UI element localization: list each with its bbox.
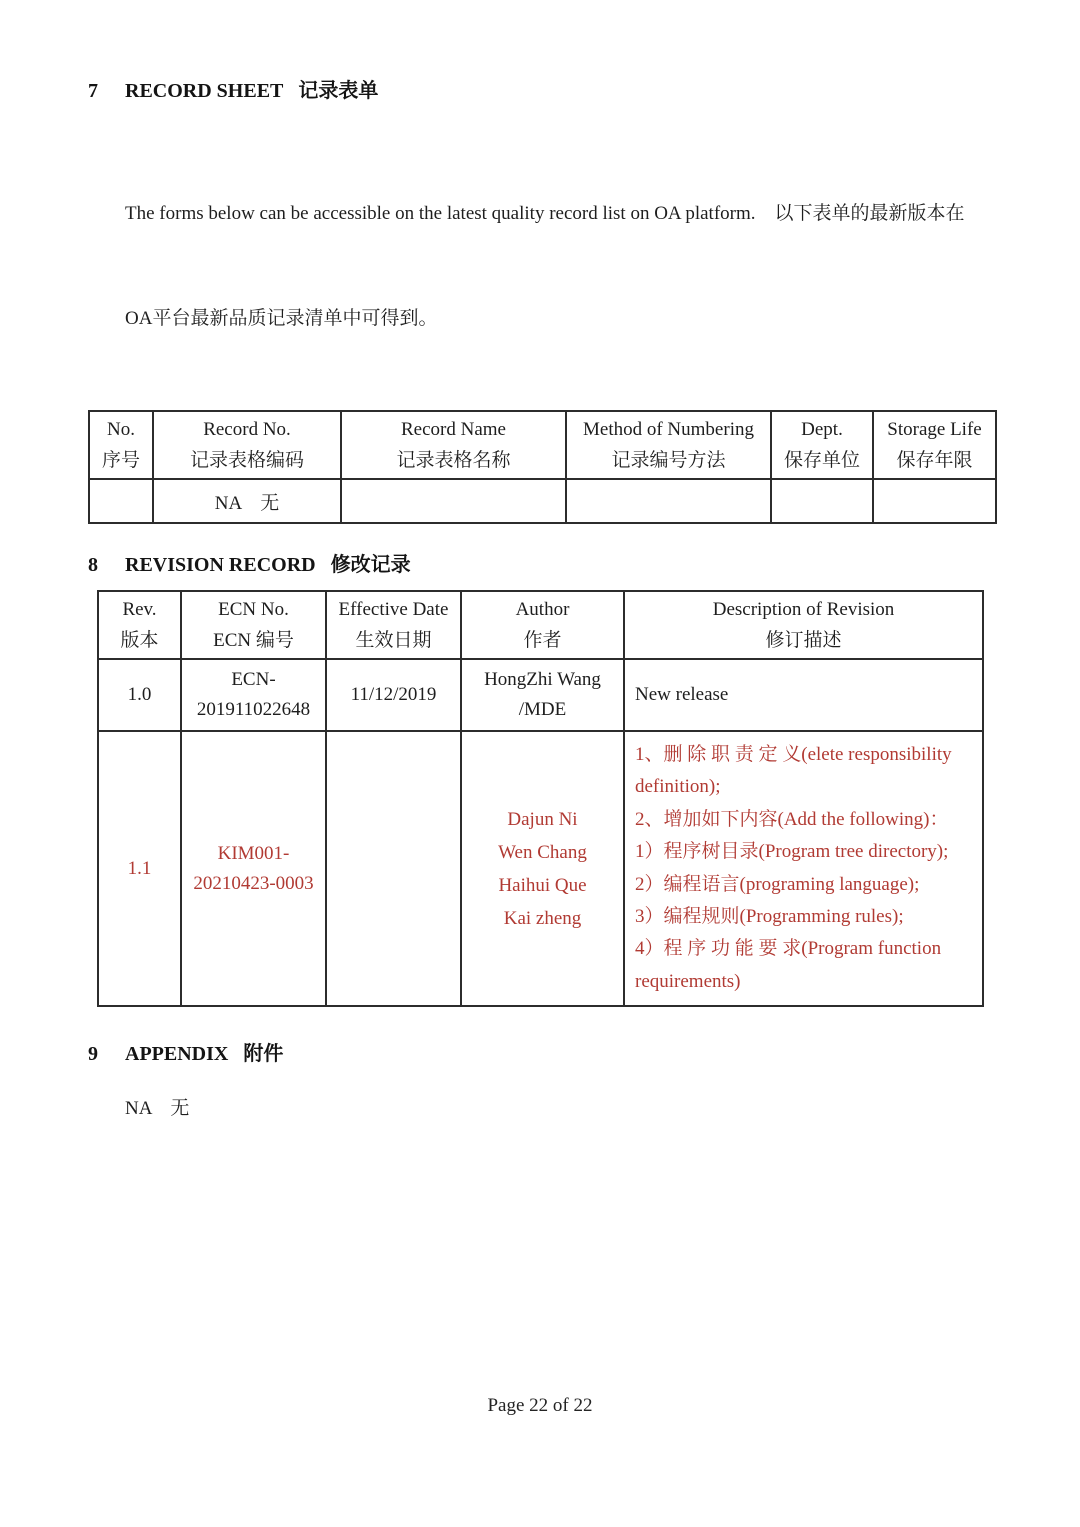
section8-heading	[88, 552, 995, 578]
page-number: Page 22 of 22	[487, 1395, 593, 1416]
section8-title-zh: 修改记录	[330, 554, 411, 576]
header-author-zh: 作者	[523, 630, 562, 651]
section9-title-zh: 附件	[243, 1043, 284, 1065]
revision-header-row	[98, 591, 983, 659]
rev-1.0-author-line1: HongZhi Wang	[484, 669, 601, 690]
rev-1.1-desc-line1: 1、删 除 职 责 定 义(elete responsibility	[635, 744, 952, 765]
header-dept-zh: 保存单位	[783, 450, 860, 471]
rev-1.1-version: 1.1	[98, 731, 181, 1006]
header-method-en: Method of Numbering	[583, 419, 754, 440]
rev-1.0-ecn-line2: 201911022648	[196, 699, 311, 720]
section7-title-zh: 记录表单	[298, 80, 379, 102]
rev-1.0-desc-line1: New release	[635, 683, 729, 705]
header-rev-en: Rev.	[122, 599, 157, 620]
cell-storage-life	[873, 479, 996, 523]
rev-1.1-ecn-line1: KIM001-	[217, 842, 290, 864]
section7-intro-line2: OA平台最新品质记录清单中可得到。	[125, 308, 438, 329]
header-author-en: Author	[515, 599, 570, 620]
header-record-no-en: Record No.	[203, 419, 291, 440]
header-effective-date-en: Effective Date	[338, 599, 449, 620]
header-no-zh: 序号	[101, 450, 140, 471]
section9-heading	[88, 1041, 995, 1067]
cell-method	[566, 479, 771, 523]
rev-1.1-author-line2: Wen Chang	[498, 841, 587, 863]
header-description-zh: 修订描述	[765, 630, 842, 651]
header-record-name-en: Record Name	[401, 419, 506, 440]
rev-1.1-desc-line2: definition);	[635, 776, 721, 798]
cell-dept	[771, 479, 873, 523]
header-author	[461, 591, 624, 659]
rev-1.1-desc-line3: 2、增加如下内容(Add the following)：	[635, 808, 949, 830]
rev-1.1-ecn	[181, 731, 326, 1006]
rev-1.1-desc-line8: requirements)	[635, 970, 741, 992]
header-ecn	[181, 591, 326, 659]
rev-1.1-desc-line4: 1）程序树目录(Program tree directory);	[635, 841, 949, 863]
rev-1.0-ecn-line1: ECN-	[231, 669, 276, 690]
section7-number: 7	[88, 80, 98, 102]
section7-intro-line1: The forms below can be accessible on the latest quality record list on OA platform. 以下表单的最新版本在	[125, 203, 965, 224]
header-rev	[98, 591, 181, 659]
rev-1.1-desc-line7: 4）程 序 功 能 要 求(Program function	[635, 938, 942, 960]
rev-1.0-version: 1.0	[98, 659, 181, 731]
section7-intro	[125, 126, 995, 406]
section9-title-en: APPENDIX	[125, 1043, 229, 1065]
rev-1.1-author-line3: Haihui Que	[498, 874, 587, 896]
rev-1.1-desc-line5: 2）编程语言(programing language);	[635, 873, 920, 895]
cell-no	[89, 479, 153, 523]
revision-row-1.0	[98, 659, 983, 731]
header-ecn-zh: ECN 编号	[213, 630, 294, 651]
header-storage-life	[873, 411, 996, 479]
header-description	[624, 591, 983, 659]
section8-number: 8	[88, 554, 98, 576]
header-dept	[771, 411, 873, 479]
rev-1.0-author	[461, 659, 624, 731]
section8-title-en: REVISION RECORD	[125, 554, 316, 576]
header-dept-en: Dept.	[801, 419, 843, 440]
rev-1.1-desc-line6: 3）编程规则(Programming rules);	[635, 906, 904, 928]
rev-1.1-author-line1: Dajun Ni	[507, 808, 578, 830]
revision-row-1.1	[98, 731, 983, 1006]
header-effective-date-zh: 生效日期	[355, 630, 432, 651]
revision-record-table	[97, 590, 984, 1007]
section7-title-en: RECORD SHEET	[125, 80, 284, 102]
header-method-zh: 记录编号方法	[611, 450, 726, 471]
header-effective-date	[326, 591, 461, 659]
header-storage-life-en: Storage Life	[887, 419, 982, 440]
section9-number: 9	[88, 1043, 98, 1065]
header-no-en: No.	[107, 419, 135, 440]
rev-1.1-author	[461, 731, 624, 1006]
rev-1.1-date	[326, 731, 461, 1006]
record-sheet-header-row	[89, 411, 996, 479]
header-method	[566, 411, 771, 479]
rev-1.0-ecn	[181, 659, 326, 731]
rev-1.1-description	[624, 731, 983, 1006]
rev-1.0-author-line2: /MDE	[518, 699, 567, 720]
cell-record-name	[341, 479, 566, 523]
header-record-name-zh: 记录表格名称	[396, 450, 511, 471]
header-ecn-en: ECN No.	[218, 599, 289, 620]
section9-content: NA 无	[125, 1098, 190, 1119]
header-storage-life-zh: 保存年限	[896, 450, 973, 471]
header-record-no-zh: 记录表格编码	[189, 450, 304, 471]
header-rev-zh: 版本	[120, 630, 159, 651]
rev-1.1-ecn-line2: 20210423-0003	[193, 872, 314, 894]
rev-1.0-date: 11/12/2019	[326, 659, 461, 731]
record-sheet-data-row	[89, 479, 996, 523]
section7-heading	[88, 78, 995, 104]
header-record-name	[341, 411, 566, 479]
rev-1.1-author-line4: Kai zheng	[503, 907, 582, 929]
header-description-en: Description of Revision	[712, 599, 895, 620]
header-no	[89, 411, 153, 479]
cell-record-no: NA 无	[153, 479, 341, 523]
record-sheet-table	[88, 410, 997, 524]
rev-1.0-description	[624, 659, 983, 731]
header-record-no	[153, 411, 341, 479]
